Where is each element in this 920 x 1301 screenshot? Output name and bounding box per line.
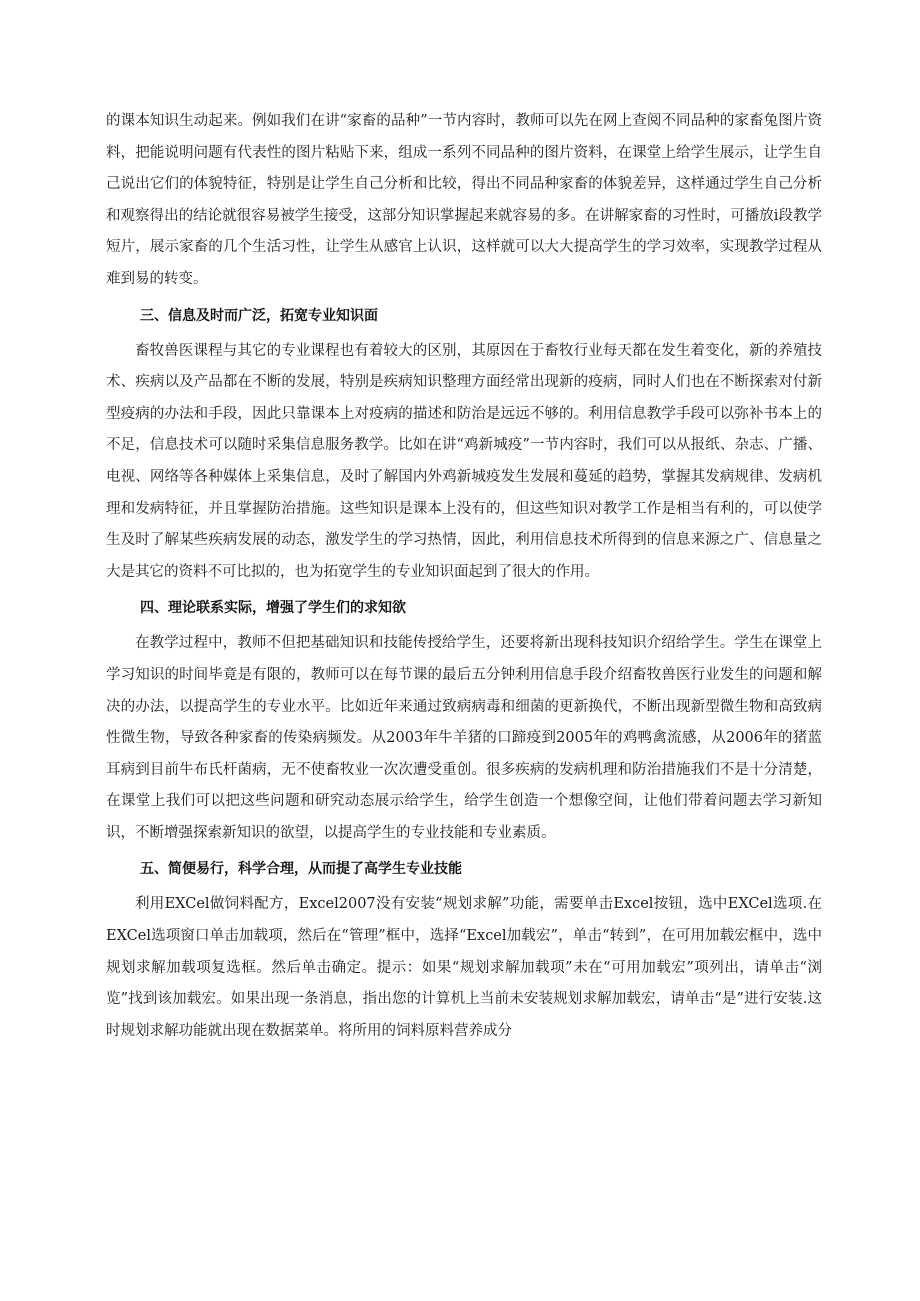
section-paragraph-4: 在教学过程中，教师不但把基础知识和技能传授给学生，还要将新出现科技知识介绍给学生。学生在课堂上学习知识的时间毕竟是有限的，教师可以在每节课的最后五分钟利用信息手段介绍畜牧兽医行业发生的问题和解决的办法，以提高学生的专业水平。比如近年来通过致病病毒和细菌的更新换代，不断出现新型微生物和高致病性微生物，导致各种家畜的传染病频发。从2003年牛羊猪的口蹄疫到2005年的鸡鸭禽流感，从2006年的猪蓝耳病到目前牛布氏杆菌病，无不使畜牧业一次次遭受重创。很多疾病的发病机理和防治措施我们不是十分清楚，在课堂上我们可以把这些问题和研究动态展示给学生，给学生创造一个想像空间，让他们带着问题去学习新知识，不断增强探索新知识的欲望，以提高学生的专业技能和专业素质。 bbox=[106, 635, 822, 841]
section-heading-3: 三、信息及时而广泛，拓宽专业知识面 bbox=[140, 307, 378, 324]
intro-paragraph: 的课本知识生动起来。例如我们在讲“家畜的品种”一节内容时，教师可以先在网上查阅不同品种的家畜兔图片资料，把能说明问题有代表性的图片粘贴下来，组成一系列不同品种的图片资料，在课堂上给学生展示，让学生自己说出它们的体貌特征，特别是让学生自己分析和比较，得出不同品种家畜的体貌差异，这样通过学生自己分析和观察得出的结论就很容易被学生接受，这部分知识掌握起来就容易的多。在讲解家畜的习性时，可播放i段教学短片，展示家畜的几个生活习性，让学生从感官上认识，这样就可以大大提高学生的学习效率，实现教学过程从难到易的转变。 bbox=[106, 113, 822, 287]
section-paragraph-5: 利用EXCel做饲料配方，Excel2007没有安装“规划求解”功能，需要单击Excel按钮，选中EXCel选项.在EXCel选项窗口单击加载项，然后在“管理”框中，选择“Excel加载宏”，单击“转到”，在可用加载宏框中，选中规划求解加载项复选框。然后单击确定。提示：如果“规划求解加载项”未在“可用加载宏”项列出，请单击“浏览”找到该加载宏。如果出现一条消息，指出您的计算机上当前未安装规划求解加载宏，请单击“是”进行安装.这时规划求解功能就出现在数据菜单。将所用的饲料原料营养成分 bbox=[106, 896, 822, 1039]
document-body bbox=[106, 106, 822, 1047]
section-heading-4: 四、理论联系实际，增强了学生们的求知欲 bbox=[140, 600, 406, 617]
section-heading-5: 五、简便易行，科学合理，从而提了高学生专业技能 bbox=[140, 861, 462, 878]
section-paragraph-3: 畜牧兽医课程与其它的专业课程也有着较大的区别，其原因在于畜牧行业每天都在发生着变化，新的养殖技术、疾病以及产品都在不断的发展，特别是疾病知识整理方面经常出现新的疫病，同时人们也在不断探索对付新型疫病的办法和手段，因此只靠课本上对疫病的描述和防治是远远不够的。利用信息教学手段可以弥补书本上的不足，信息技术可以随时采集信息服务教学。比如在讲“鸡新城疫”一节内容时，我们可以从报纸、杂志、广播、电视、网络等各种媒体上采集信息，及时了解国内外鸡新城疫发生发展和蔓延的趋势，掌握其发病规律、发病机理和发病特征，并且掌握防治措施。这些知识是课本上没有的，但这些知识对教学工作是相当有利的，可以使学生及时了解某些疾病发展的动态，激发学生的学习热情，因此，利用信息技术所得到的信息来源之广、信息量之大是其它的资料不可比拟的，也为拓宽学生的专业知识面起到了很大的作用。 bbox=[106, 342, 822, 580]
